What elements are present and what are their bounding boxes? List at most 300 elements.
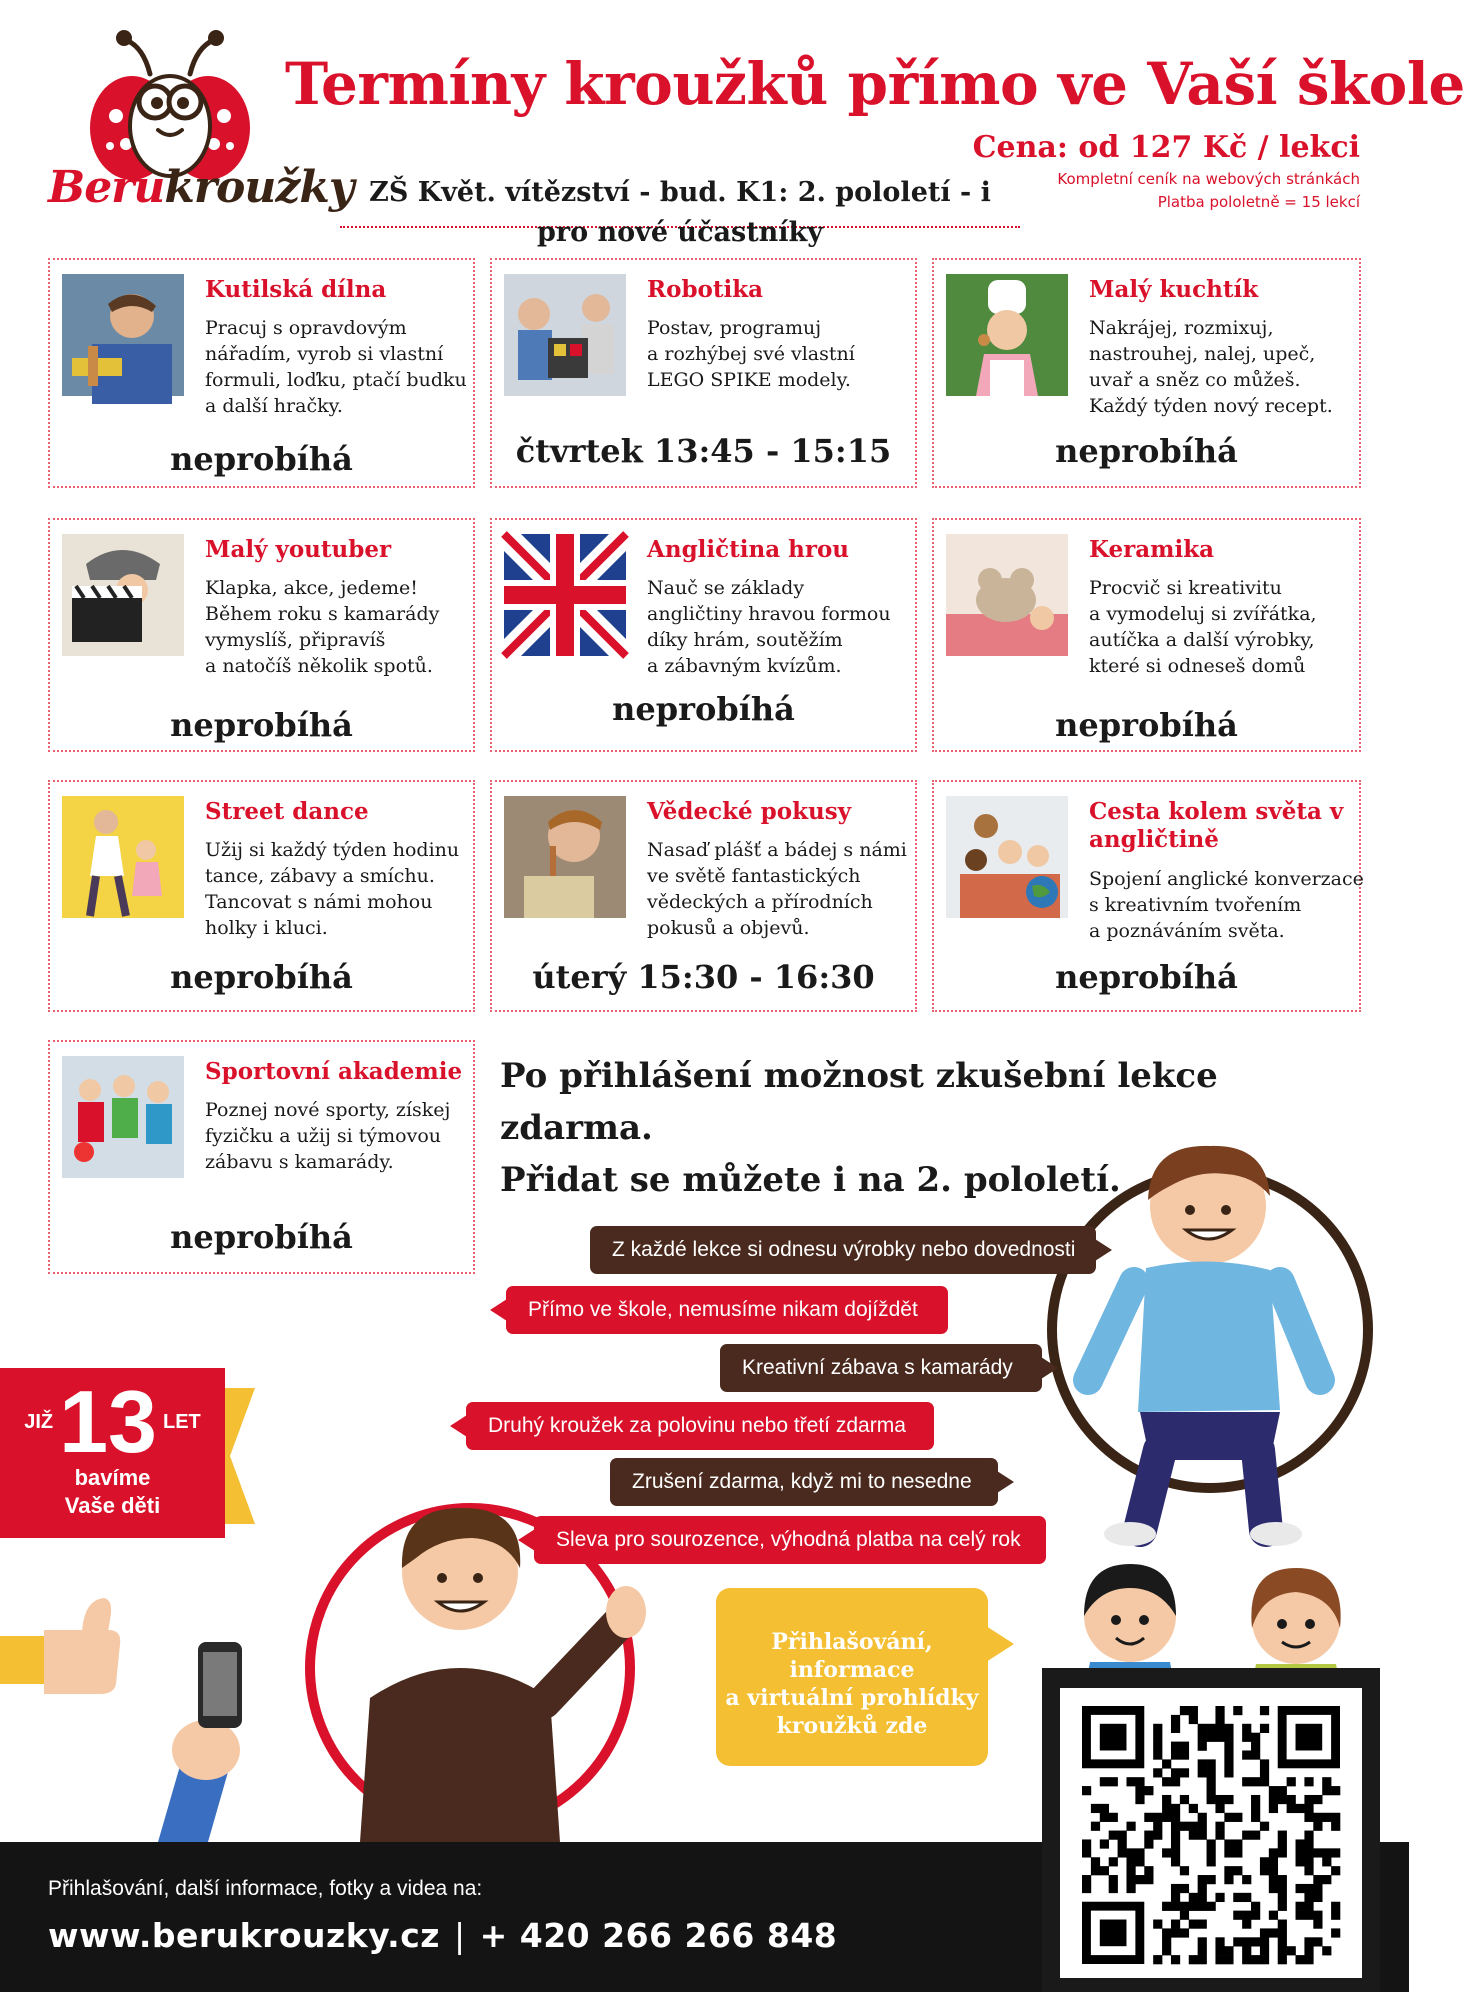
qr-module	[1198, 1822, 1207, 1831]
qr-module	[1162, 1777, 1171, 1786]
qr-module	[1287, 1804, 1296, 1813]
qr-module	[1322, 1875, 1331, 1884]
qr-module	[1233, 1866, 1242, 1875]
qr-module	[1331, 1902, 1340, 1911]
qr-module	[1180, 1822, 1189, 1831]
qr-module	[1296, 1848, 1305, 1857]
qr-module	[1313, 1884, 1322, 1893]
benefit-bubble: Druhý kroužek za polovinu nebo třetí zdarma	[466, 1402, 934, 1450]
qr-module	[1331, 1911, 1340, 1920]
boy-on-ring-illustration	[1030, 1130, 1370, 1550]
qr-module	[1082, 1884, 1091, 1893]
qr-module	[1304, 1804, 1313, 1813]
course-card-cesta-kolem-sveta	[932, 780, 1364, 1012]
qr-module	[1171, 1884, 1180, 1893]
qr-module	[1224, 1839, 1233, 1848]
qr-module	[1135, 1795, 1144, 1804]
qr-module	[1215, 1937, 1224, 1946]
qr-module	[1242, 1946, 1251, 1955]
qr-module	[1304, 1795, 1313, 1804]
qr-module	[1091, 1857, 1100, 1866]
qr-module	[1091, 1822, 1100, 1831]
course-description: Užij si každý týden hodinu tance, zábavy a smíchu. Tancovat s námi mohou holky i kluci.	[205, 839, 460, 939]
qr-module	[1215, 1715, 1224, 1724]
course-description: Poznej nové sporty, získej fyzičku a užij si týmovou zábavu s kamarády.	[205, 1099, 451, 1173]
qr-module	[1304, 1777, 1313, 1786]
course-description: Postav, programuj a rozhýbej své vlastní LEGO SPIKE modely.	[647, 317, 855, 391]
qr-module	[1322, 1857, 1331, 1866]
qr-module	[1313, 1822, 1322, 1831]
qr-module	[1171, 1848, 1180, 1857]
qr-module	[1331, 1813, 1340, 1822]
qr-module	[1180, 1795, 1189, 1804]
qr-module	[1207, 1733, 1216, 1742]
qr-module	[1135, 1857, 1144, 1866]
qr-module	[1215, 1893, 1224, 1902]
qr-module	[1215, 1733, 1224, 1742]
qr-module	[1313, 1937, 1322, 1946]
course-schedule: úterý 15:30 - 16:30	[532, 958, 875, 996]
qr-module	[1198, 1893, 1207, 1902]
qr-module	[1171, 1724, 1180, 1733]
qr-module	[1171, 1831, 1180, 1840]
qr-module	[1100, 1813, 1109, 1822]
qr-module	[1180, 1884, 1189, 1893]
qr-module	[1224, 1795, 1233, 1804]
qr-module	[1322, 1777, 1331, 1786]
qr-module	[1251, 1733, 1260, 1742]
science-photo	[504, 796, 626, 918]
qr-module	[1109, 1875, 1118, 1884]
qr-module	[1162, 1813, 1171, 1822]
qr-module	[1180, 1902, 1189, 1911]
course-schedule: neprobíhá	[170, 1218, 353, 1256]
qr-module	[1278, 1920, 1287, 1929]
qr-module	[1269, 1884, 1278, 1893]
qr-module	[1233, 1813, 1242, 1822]
qr-module	[1224, 1768, 1233, 1777]
course-title: Malý youtuber	[205, 536, 392, 563]
qr-module	[1082, 1786, 1091, 1795]
qr-module	[1189, 1920, 1198, 1929]
qr-module	[1242, 1831, 1251, 1840]
qr-module	[1215, 1955, 1224, 1964]
qr-module	[1260, 1724, 1269, 1733]
course-schedule: neprobíhá	[612, 690, 795, 728]
qr-module	[1304, 1831, 1313, 1840]
qr-module	[1135, 1848, 1144, 1857]
robotics-photo	[504, 274, 626, 396]
workshop-photo	[62, 274, 184, 396]
price-label: Cena: od 127 Kč / lekci	[972, 130, 1360, 165]
qr-module	[1278, 1955, 1287, 1964]
qr-module	[1126, 1857, 1135, 1866]
qr-module	[1260, 1928, 1269, 1937]
course-schedule: neprobíhá	[170, 706, 353, 744]
qr-module	[1260, 1946, 1269, 1955]
qr-module	[1278, 1795, 1287, 1804]
qr-module	[1269, 1848, 1278, 1857]
qr-module	[1269, 1928, 1278, 1937]
qr-module	[1171, 1920, 1180, 1929]
qr-module	[1224, 1733, 1233, 1742]
qr-module	[1207, 1759, 1216, 1768]
qr-module	[1135, 1875, 1144, 1884]
qr-finder	[1100, 1920, 1127, 1947]
qr-module	[1278, 1875, 1287, 1884]
qr-module	[1100, 1804, 1109, 1813]
course-card-sportovni-akademie	[48, 1040, 475, 1274]
qr-module	[1224, 1759, 1233, 1768]
qr-module	[1242, 1875, 1251, 1884]
qr-module	[1180, 1750, 1189, 1759]
qr-module	[1224, 1750, 1233, 1759]
qr-module	[1278, 1884, 1287, 1893]
qr-module	[1207, 1902, 1216, 1911]
qr-module	[1224, 1742, 1233, 1751]
qr-module	[1242, 1911, 1251, 1920]
course-description: Nasaď plášť a bádej s námi ve světě fantastických vědeckých a přírodních pokusů a objevů.	[647, 839, 907, 939]
qr-module	[1304, 1955, 1313, 1964]
qr-module	[1162, 1759, 1171, 1768]
uk-flag-icon	[504, 534, 626, 656]
qr-module	[1304, 1911, 1313, 1920]
ceramics-photo	[946, 534, 1068, 656]
qr-module	[1171, 1768, 1180, 1777]
qr-module	[1162, 1946, 1171, 1955]
qr-module	[1126, 1875, 1135, 1884]
qr-module	[1162, 1804, 1171, 1813]
footer-caption: Přihlašování, další informace, fotky a videa na:	[48, 1877, 483, 1900]
qr-module	[1153, 1813, 1162, 1822]
qr-module	[1296, 1839, 1305, 1848]
qr-module	[1171, 1928, 1180, 1937]
course-title: Robotika	[647, 276, 764, 303]
qr-module	[1242, 1724, 1251, 1733]
qr-module	[1153, 1955, 1162, 1964]
qr-module	[1242, 1750, 1251, 1759]
benefit-bubble: Z každé lekce si odnesu výrobky nebo dovednosti	[590, 1226, 1096, 1274]
qr-module	[1313, 1875, 1322, 1884]
course-description: Klapka, akce, jedeme! Během roku s kamarády vymyslíš, připravíš a natočíš několik spotů.	[205, 577, 440, 677]
qr-module	[1242, 1920, 1251, 1929]
qr-module	[1144, 1839, 1153, 1848]
qr-module	[1180, 1742, 1189, 1751]
course-card-anglictina-hrou	[490, 518, 917, 752]
qr-module	[1304, 1902, 1313, 1911]
qr-module	[1171, 1742, 1180, 1751]
course-title: Vědecké pokusy	[647, 798, 852, 825]
qr-module	[1269, 1795, 1278, 1804]
qr-module	[1304, 1848, 1313, 1857]
qr-module	[1331, 1786, 1340, 1795]
qr-module	[1260, 1857, 1269, 1866]
qr-module	[1171, 1857, 1180, 1866]
qr-module	[1313, 1795, 1322, 1804]
qr-module	[1304, 1946, 1313, 1955]
qr-module	[1251, 1937, 1260, 1946]
qr-module	[1091, 1804, 1100, 1813]
qr-module	[1251, 1750, 1260, 1759]
course-description: Procvič si kreativitu a vymodeluj si zvířátka, autíčka a další výrobky, které si odneseš domů	[1089, 577, 1317, 677]
qr-module	[1215, 1706, 1224, 1715]
qr-module	[1180, 1928, 1189, 1937]
qr-module	[1171, 1777, 1180, 1786]
course-description: Spojení anglické konverzace s kreativním tvořením a poznáváním světa.	[1089, 868, 1364, 942]
course-title: Cesta kolem světa v angličtině	[1089, 798, 1344, 853]
qr-module	[1198, 1768, 1207, 1777]
course-schedule: neprobíhá	[170, 958, 353, 996]
qr-module	[1233, 1937, 1242, 1946]
qr-module	[1162, 1928, 1171, 1937]
qr-module	[1153, 1920, 1162, 1929]
qr-module	[1242, 1733, 1251, 1742]
qr-module	[1198, 1733, 1207, 1742]
thumbs-up-icon	[0, 1590, 160, 1700]
qr-module	[1251, 1795, 1260, 1804]
qr-module	[1260, 1866, 1269, 1875]
qr-module	[1153, 1750, 1162, 1759]
course-card-robotika	[490, 258, 917, 488]
qr-module	[1278, 1946, 1287, 1955]
price-note: Kompletní ceník na webových stránkách Platba pololetně = 15 lekcí	[1057, 170, 1360, 211]
qr-module	[1269, 1911, 1278, 1920]
promo-text: Po přihlášení možnost zkušební lekce zdarma. Přidat se můžete i na 2. pololetí.	[500, 1056, 1218, 1200]
qr-module	[1215, 1724, 1224, 1733]
course-description: Nakrájej, rozmixuj, nastrouhej, nalej, upeč, uvař a sněz co můžeš. Každý týden nový recept.	[1089, 317, 1333, 417]
qr-module	[1162, 1937, 1171, 1946]
qr-module	[1242, 1893, 1251, 1902]
qr-module	[1260, 1759, 1269, 1768]
qr-module	[1091, 1866, 1100, 1875]
qr-module	[1313, 1911, 1322, 1920]
qr-module	[1251, 1742, 1260, 1751]
course-card-vedecke-pokusy	[490, 780, 917, 1012]
qr-module	[1260, 1822, 1269, 1831]
qr-module	[1242, 1937, 1251, 1946]
qr-module	[1251, 1804, 1260, 1813]
qr-module	[1304, 1866, 1313, 1875]
qr-module	[1215, 1795, 1224, 1804]
qr-module	[1189, 1715, 1198, 1724]
qr-module	[1207, 1724, 1216, 1733]
qr-module	[1162, 1795, 1171, 1804]
qr-finder	[1100, 1724, 1127, 1751]
qr-code-icon[interactable]	[1082, 1706, 1340, 1964]
kids-illustration	[1050, 1544, 1370, 1684]
page-title: Termíny kroužků přímo ve Vaší škole	[285, 50, 1465, 118]
qr-module	[1153, 1831, 1162, 1840]
qr-module	[1224, 1866, 1233, 1875]
qr-module	[1304, 1839, 1313, 1848]
smartphone-hand-icon	[148, 1632, 268, 1842]
benefit-bubble: Sleva pro sourozence, výhodná platba na celý rok	[534, 1516, 1046, 1564]
qr-module	[1100, 1866, 1109, 1875]
qr-module	[1296, 1911, 1305, 1920]
qr-finder	[1296, 1724, 1323, 1751]
qr-module	[1135, 1777, 1144, 1786]
qr-module	[1331, 1848, 1340, 1857]
qr-module	[1189, 1955, 1198, 1964]
qr-module	[1082, 1839, 1091, 1848]
course-description: Nauč se základy angličtiny hravou formou díky hrám, soutěžím a zábavným kvízům.	[647, 577, 891, 677]
qr-module	[1304, 1893, 1313, 1902]
qr-module	[1126, 1866, 1135, 1875]
qr-module	[1269, 1875, 1278, 1884]
course-title: Street dance	[205, 798, 369, 825]
qr-module	[1322, 1848, 1331, 1857]
qr-module	[1198, 1813, 1207, 1822]
footer-contacts: www.berukrouzky.cz | + 420 266 266 848	[48, 1916, 838, 1955]
qr-module	[1198, 1955, 1207, 1964]
qr-module	[1278, 1839, 1287, 1848]
qr-module	[1118, 1839, 1127, 1848]
qr-module	[1233, 1893, 1242, 1902]
course-title: Sportovní akademie	[205, 1058, 463, 1085]
qr-module	[1233, 1911, 1242, 1920]
qr-module	[1313, 1813, 1322, 1822]
course-title: Angličtina hrou	[647, 536, 850, 563]
qr-module	[1171, 1715, 1180, 1724]
qr-module	[1109, 1857, 1118, 1866]
qr-module	[1296, 1902, 1305, 1911]
school-name: ZŠ Květ. vítězství - bud. K1: 2. pololetí - i pro nové účastníky	[340, 173, 1020, 228]
qr-module	[1126, 1884, 1135, 1893]
qr-module	[1313, 1848, 1322, 1857]
qr-module	[1144, 1831, 1153, 1840]
qr-module	[1269, 1866, 1278, 1875]
qr-module	[1251, 1813, 1260, 1822]
dance-photo	[62, 796, 184, 918]
qr-module	[1278, 1893, 1287, 1902]
qr-module	[1278, 1848, 1287, 1857]
course-card-street-dance	[48, 780, 475, 1012]
qr-module	[1296, 1857, 1305, 1866]
qr-module	[1296, 1884, 1305, 1893]
qr-module	[1251, 1911, 1260, 1920]
qr-module	[1251, 1777, 1260, 1786]
qr-module	[1331, 1928, 1340, 1937]
qr-module	[1278, 1928, 1287, 1937]
qr-module	[1189, 1893, 1198, 1902]
qr-module	[1215, 1804, 1224, 1813]
qr-module	[1171, 1893, 1180, 1902]
qr-module	[1242, 1955, 1251, 1964]
cooking-photo	[946, 274, 1068, 396]
qr-module	[1260, 1777, 1269, 1786]
course-schedule: čtvrtek 13:45 - 15:15	[515, 432, 892, 470]
qr-module	[1118, 1848, 1127, 1857]
qr-module	[1260, 1768, 1269, 1777]
qr-module	[1278, 1786, 1287, 1795]
qr-module	[1171, 1955, 1180, 1964]
qr-module	[1224, 1946, 1233, 1955]
qr-module	[1278, 1937, 1287, 1946]
qr-module	[1322, 1946, 1331, 1955]
qr-module	[1144, 1866, 1153, 1875]
course-schedule: neprobíhá	[1055, 958, 1238, 996]
qr-module	[1260, 1706, 1269, 1715]
qr-module	[1207, 1839, 1216, 1848]
course-title: Keramika	[1089, 536, 1215, 563]
qr-module	[1198, 1937, 1207, 1946]
qr-module	[1322, 1786, 1331, 1795]
qr-module	[1331, 1822, 1340, 1831]
qr-module	[1304, 1813, 1313, 1822]
qr-module	[1118, 1831, 1127, 1840]
qr-module	[1224, 1955, 1233, 1964]
qr-module	[1331, 1866, 1340, 1875]
qr-module	[1153, 1768, 1162, 1777]
qr-module	[1198, 1884, 1207, 1893]
course-title: Kutilská dílna	[205, 276, 387, 303]
qr-module	[1171, 1902, 1180, 1911]
benefit-bubble: Kreativní zábava s kamarády	[720, 1344, 1042, 1392]
qr-module	[1126, 1822, 1135, 1831]
qr-module	[1189, 1804, 1198, 1813]
qr-module	[1207, 1768, 1216, 1777]
course-schedule: neprobíhá	[170, 440, 353, 478]
qr-module	[1207, 1786, 1216, 1795]
phone-number[interactable]: + 420 266 266 848	[479, 1916, 838, 1955]
qr-module	[1322, 1813, 1331, 1822]
qr-module	[1260, 1955, 1269, 1964]
qr-module	[1180, 1866, 1189, 1875]
course-card-keramika	[932, 518, 1361, 752]
course-card-maly-youtuber	[48, 518, 475, 752]
benefit-bubble: Zrušení zdarma, když mi to nesedne	[610, 1458, 998, 1506]
course-schedule: neprobíhá	[1055, 706, 1238, 744]
qr-module	[1198, 1724, 1207, 1733]
course-card-kutilska-dilna	[48, 258, 475, 488]
qr-module	[1251, 1831, 1260, 1840]
qr-module	[1144, 1786, 1153, 1795]
course-title: Malý kuchtík	[1089, 276, 1259, 303]
qr-module	[1224, 1848, 1233, 1857]
qr-module	[1198, 1920, 1207, 1929]
registration-info-box[interactable]: Přihlašování, informace a virtuální prohlídky kroužků zde	[716, 1588, 988, 1766]
qr-module	[1304, 1884, 1313, 1893]
qr-module	[1198, 1759, 1207, 1768]
qr-module	[1251, 1955, 1260, 1964]
qr-module	[1207, 1795, 1216, 1804]
qr-module	[1171, 1822, 1180, 1831]
qr-module	[1162, 1902, 1171, 1911]
qr-module	[1171, 1813, 1180, 1822]
qr-module	[1082, 1875, 1091, 1884]
qr-module	[1100, 1777, 1109, 1786]
qr-module	[1100, 1839, 1109, 1848]
qr-module	[1269, 1857, 1278, 1866]
qr-module	[1180, 1706, 1189, 1715]
website-link[interactable]: www.berukrouzky.cz	[48, 1916, 440, 1955]
qr-module	[1207, 1777, 1216, 1786]
qr-module	[1224, 1875, 1233, 1884]
qr-module	[1198, 1946, 1207, 1955]
qr-module	[1278, 1831, 1287, 1840]
youtuber-photo	[62, 534, 184, 656]
sports-photo	[62, 1056, 184, 1178]
qr-module	[1162, 1848, 1171, 1857]
qr-module	[1287, 1795, 1296, 1804]
qr-module	[1189, 1902, 1198, 1911]
qr-module	[1109, 1777, 1118, 1786]
qr-module	[1269, 1786, 1278, 1795]
qr-module	[1144, 1813, 1153, 1822]
qr-module	[1313, 1893, 1322, 1902]
qr-module	[1313, 1920, 1322, 1929]
course-card-maly-kuchtik	[932, 258, 1361, 488]
